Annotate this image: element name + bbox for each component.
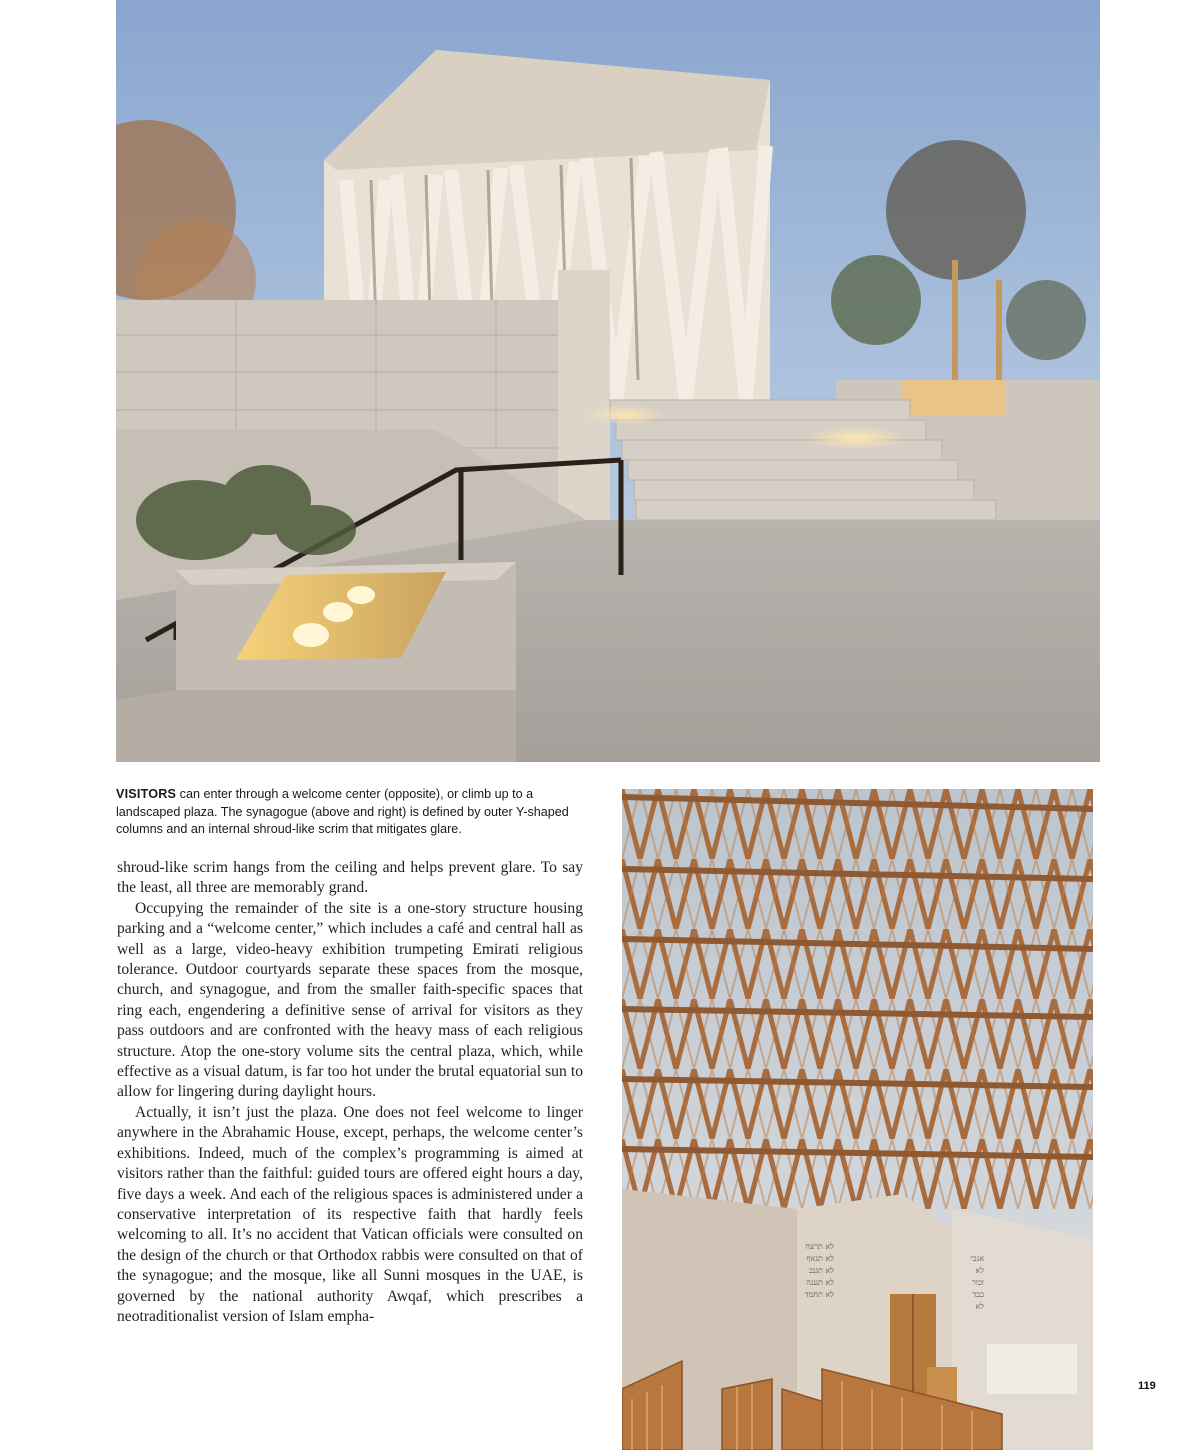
article-paragraph: shroud-like scrim hangs from the ceiling and helps prevent glare. To say the least, all three are memorably grand. — [117, 859, 583, 897]
inscription-line: לא — [975, 1302, 984, 1311]
inscription-line: אנכי — [970, 1254, 984, 1263]
article-paragraph: Actually, it isn’t just the plaza. One does not feel welcome to linger anywhere in the Abrahamic House, except, perhaps, the welcome center’s exhibitions. Indeed, much of the complex’s programming is aimed at visitors rather than the faithful: guided tours are offered eight hours a day, five days a week. And each of the religious spaces is administered under a conservative interpretation of its respective faith that hardly feels welcoming to all. It’s no accident that Vatican officials were consulted on the design of the church or that Orthodox rabbis were consulted on that of the synagogue; and the mosque, like all Sunni mosques in the UAE, is governed by the national authority Awqaf, which prescribes a neotraditionalist version of Islam empha- — [117, 1103, 583, 1325]
caption-lead: VISITORS — [116, 787, 177, 801]
synagogue-interior-photo — [622, 789, 1093, 1450]
photo-caption — [116, 786, 596, 839]
synagogue-exterior-photo — [116, 0, 1100, 762]
inscription-line: לא תגנב — [808, 1266, 834, 1275]
inscription-line: זכור — [971, 1278, 984, 1287]
inscription-line: לא תרצח — [805, 1242, 834, 1251]
article-body — [117, 858, 583, 1327]
inscription-line: לא תחמד — [804, 1290, 834, 1299]
inscription-line: כבד — [972, 1290, 984, 1299]
inscription-line: לא תנאף — [806, 1254, 834, 1263]
inscription-line: לא תענה — [806, 1278, 834, 1287]
inscription-line: לא — [975, 1266, 984, 1275]
page-number: 119 — [1138, 1380, 1156, 1392]
caption-text: can enter through a welcome center (opposite), or climb up to a landscaped plaza. The synagogue (above and right) is defined by outer Y-shaped columns and an internal shroud-like scrim that mitigates glare. — [116, 787, 569, 836]
article-paragraph: Occupying the remainder of the site is a one-story structure housing parking and a “welcome center,” which includes a café and central hall as well as a large, video-heavy exhibition trumpeting Emirati religious tolerance. Outdoor courtyards separate these spaces from the mosque, church, and synagogue, and from the smaller faith-specific spaces that ring each, engendering a definitive sense of arrival for visitors as they pass outdoors and are confronted with the heavy mass of each religious structure. Atop the one-story volume sits the central plaza, which, while effective as a visual datum, is far too hot under the brutal equatorial sun to allow for lingering during daylight hours. — [117, 899, 583, 1101]
